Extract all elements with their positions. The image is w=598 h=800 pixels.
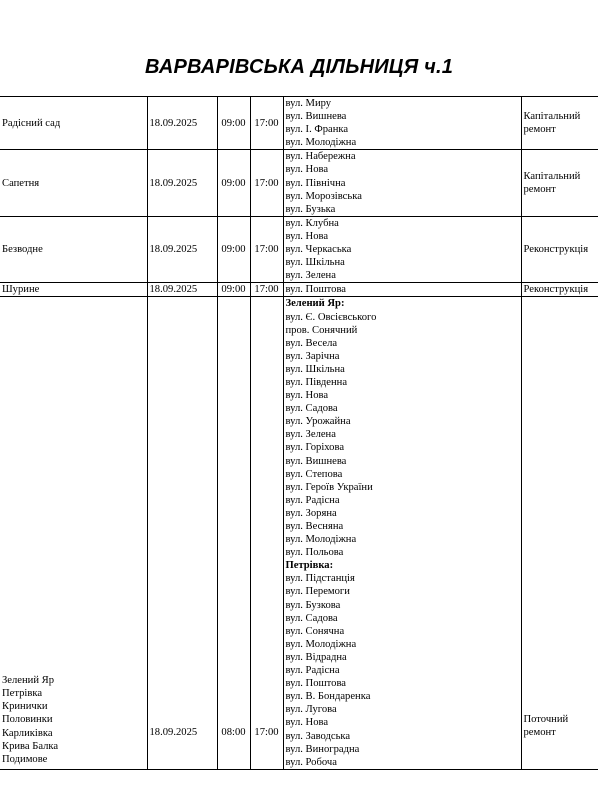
start-time-cell: 09:00 xyxy=(217,283,250,297)
table-row xyxy=(0,297,598,769)
start-time-cell: 08:00 xyxy=(217,297,250,769)
outage-schedule-table xyxy=(0,96,598,770)
settlement-name: Сапетня xyxy=(2,177,40,189)
settlement-cell xyxy=(0,150,147,216)
street-name: вул. Відрадна xyxy=(285,651,347,663)
street-name: вул. Клубна xyxy=(285,217,339,229)
settlement-name: Половинки xyxy=(2,714,53,726)
village-heading: Зелений Яр: xyxy=(285,298,345,310)
street-name: вул. Вишнева xyxy=(285,455,347,467)
street-name: вул. Черкаська xyxy=(285,244,352,256)
settlement-name: Безводне xyxy=(2,244,43,256)
settlement-name: Радісний сад xyxy=(2,117,61,129)
table-body xyxy=(0,97,598,770)
settlement-name: Кринички xyxy=(2,701,48,713)
street-name: вул. Поштова xyxy=(285,678,347,690)
streets-cell xyxy=(283,216,521,282)
street-name: вул. Польова xyxy=(285,547,344,559)
table-row xyxy=(0,97,598,150)
settlement-cell xyxy=(0,297,147,769)
start-time-cell: 09:00 xyxy=(217,150,250,216)
end-time-cell: 17:00 xyxy=(250,97,283,150)
date-cell: 18.09.2025 xyxy=(147,283,217,297)
street-name: вул. Садова xyxy=(285,612,338,624)
street-name: вул. Зарічна xyxy=(285,350,340,362)
street-name: вул. Зелена xyxy=(285,270,336,282)
date-cell: 18.09.2025 xyxy=(147,150,217,216)
settlement-name: Крива Балка xyxy=(2,740,59,752)
table-row xyxy=(0,283,598,297)
end-time-cell: 17:00 xyxy=(250,150,283,216)
street-name: вул. Шкільна xyxy=(285,257,345,269)
date-cell: 18.09.2025 xyxy=(147,97,217,150)
street-name: вул. Нова xyxy=(285,390,329,402)
street-name: вул. Робоча xyxy=(285,756,337,768)
table-row xyxy=(0,216,598,282)
settlement-cell xyxy=(0,97,147,150)
end-time-cell: 17:00 xyxy=(250,216,283,282)
street-name: вул. Перемоги xyxy=(285,586,350,598)
street-name: вул. Молодіжна xyxy=(285,137,357,149)
settlement-name: Зелений Яр xyxy=(2,675,55,687)
street-name: вул. Садова xyxy=(285,403,338,415)
settlement-cell xyxy=(0,283,147,297)
work-type-cell: Реконструкція xyxy=(521,216,598,282)
street-name: вул. Весняна xyxy=(285,521,344,532)
street-name: вул. Степова xyxy=(285,468,343,480)
street-name: пров. Сонячний xyxy=(285,324,358,336)
end-time-cell: 17:00 xyxy=(250,297,283,769)
street-name: вул. Набережна xyxy=(285,151,356,163)
start-time-cell: 09:00 xyxy=(217,97,250,150)
street-name: вул. В. Бондаренка xyxy=(285,691,371,703)
work-type-cell: Поточний ремонт xyxy=(521,297,598,769)
street-name: вул. Урожайна xyxy=(285,416,351,428)
street-name: вул. Зелена xyxy=(285,429,336,441)
table-row xyxy=(0,150,598,216)
street-name: вул. Нова xyxy=(285,717,329,729)
street-name: вул. Миру xyxy=(285,98,332,109)
work-type-cell: Реконструкція xyxy=(521,283,598,297)
streets-cell xyxy=(283,283,521,297)
village-heading: Петрівка: xyxy=(285,560,334,572)
street-name: вул. Є. Овсієвського xyxy=(285,311,377,323)
street-name: вул. Північна xyxy=(285,177,346,189)
work-type-cell: Капітальний ремонт xyxy=(521,150,598,216)
street-name: вул. Сонячна xyxy=(285,625,345,637)
date-cell: 18.09.2025 xyxy=(147,297,217,769)
street-name: вул. Шкільна xyxy=(285,363,345,375)
streets-cell xyxy=(283,297,521,769)
settlement-cell xyxy=(0,216,147,282)
streets-cell xyxy=(283,97,521,150)
street-name: вул. Поштова xyxy=(285,284,347,296)
street-name: вул. Горіхова xyxy=(285,442,345,454)
settlement-name: Карликівка xyxy=(2,727,53,739)
date-cell: 18.09.2025 xyxy=(147,216,217,282)
street-name: вул. Підстанція xyxy=(285,573,355,585)
street-name: вул. Радісна xyxy=(285,665,340,677)
street-name: вул. Радісна xyxy=(285,494,340,506)
street-name: вул. Лугова xyxy=(285,704,337,716)
start-time-cell: 09:00 xyxy=(217,216,250,282)
street-name: вул. Морозівська xyxy=(285,190,362,202)
street-name: вул. Заводська xyxy=(285,730,351,742)
street-name: вул. Нова xyxy=(285,230,329,242)
street-name: вул. Весела xyxy=(285,337,338,349)
settlement-name: Петрівка xyxy=(2,688,43,700)
street-name: вул. Вишнева xyxy=(285,111,347,123)
street-name: вул. Виноградна xyxy=(285,743,360,755)
work-type-cell: Капітальний ремонт xyxy=(521,97,598,150)
street-name: вул. Молодіжна xyxy=(285,638,357,650)
street-name: вул. Героїв України xyxy=(285,481,373,493)
street-name: вул. І. Франка xyxy=(285,124,349,136)
streets-cell xyxy=(283,150,521,216)
page-title: ВАРВАРІВСЬКА ДІЛЬНИЦЯ ч.1 xyxy=(144,56,454,78)
street-name: вул. Бузкова xyxy=(285,599,341,611)
end-time-cell: 17:00 xyxy=(250,283,283,297)
settlement-name: Подимове xyxy=(2,753,48,765)
street-name: вул. Зоряна xyxy=(285,507,337,519)
settlement-name: Шурине xyxy=(2,284,40,296)
street-name: вул. Південна xyxy=(285,376,348,388)
street-name: вул. Молодіжна xyxy=(285,534,357,546)
street-name: вул. Нова xyxy=(285,164,329,176)
street-name: вул. Бузька xyxy=(285,203,336,215)
